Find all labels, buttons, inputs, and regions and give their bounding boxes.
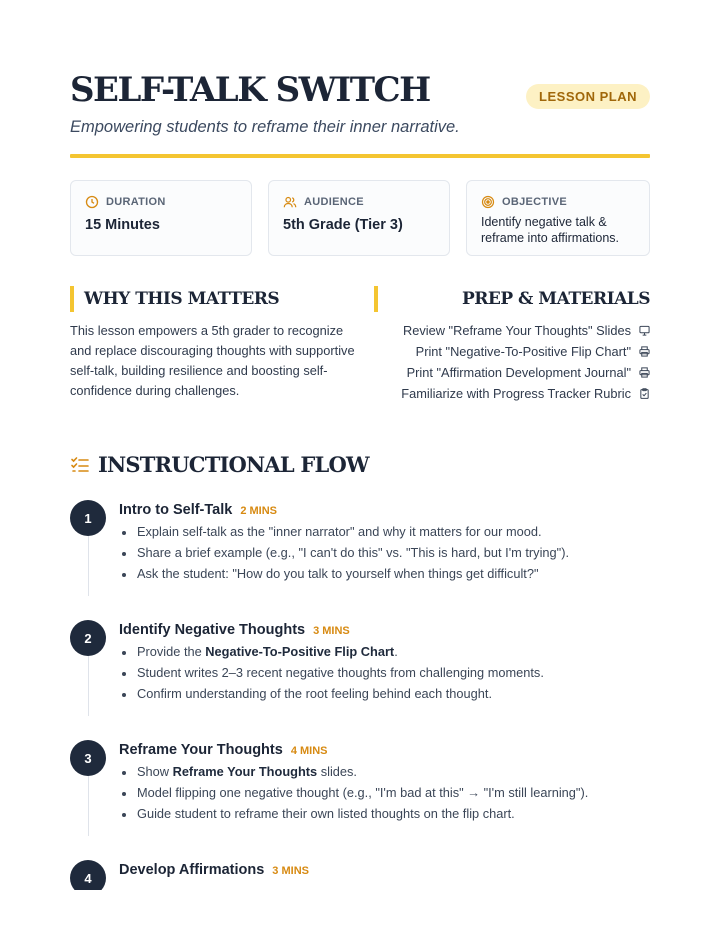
why-heading-text: WHY THIS MATTERS (84, 289, 280, 309)
bullet-text: . (394, 644, 398, 659)
objective-card (466, 180, 650, 256)
bullet-text: Provide the (137, 644, 206, 659)
prep-item (401, 362, 650, 383)
bullet-text: Share a brief example (e.g., "I can't do this" vs. "This is hard, but I'm trying"). (137, 545, 570, 560)
page-title: SELF-TALK SWITCH (70, 70, 430, 110)
bullet-text: Ask the student: "How do you talk to yourself when things get difficult?" (137, 566, 539, 581)
prep-item-text: Print "Negative-To-Positive Flip Chart" (415, 344, 631, 359)
why-text: This lesson empowers a 5th grader to recognize and replace discouraging thoughts with supportive self-talk, building resilience and boosting self-confidence during challenges. (70, 323, 355, 398)
printer-icon (639, 367, 650, 378)
duration-value: 15 Minutes (85, 217, 160, 233)
audience-value: 5th Grade (Tier 3) (283, 217, 403, 233)
audience-label: AUDIENCE (304, 196, 364, 208)
step-connector (88, 536, 89, 596)
step-title-text: Reframe Your Thoughts (119, 742, 283, 758)
prep-heading-text: PREP & MATERIALS (461, 289, 650, 309)
prep-item (401, 341, 650, 362)
list-item (119, 764, 588, 785)
step-title (119, 742, 328, 758)
printer-icon (639, 346, 650, 357)
step-bullets (119, 764, 588, 827)
list-item (119, 785, 588, 806)
step-number: 4 (70, 860, 106, 890)
flow-heading-text: INSTRUCTIONAL FLOW (98, 452, 369, 477)
prep-item (401, 320, 650, 341)
clipboard-icon (639, 388, 650, 399)
step-number: 2 (70, 620, 106, 656)
users-icon (283, 195, 297, 209)
checklist-icon (70, 455, 90, 475)
prep-item-text: Familiarize with Progress Tracker Rubric (401, 386, 631, 401)
target-icon (481, 195, 495, 209)
why-accent-bar (70, 286, 74, 312)
step-number: 3 (70, 740, 106, 776)
audience-card (268, 180, 450, 256)
objective-label: OBJECTIVE (502, 196, 568, 208)
step-title-text: Develop Affirmations (119, 862, 265, 878)
step-connector (88, 776, 89, 836)
clock-icon (85, 195, 99, 209)
flow-heading (70, 452, 369, 477)
step-duration: 2 MINS (240, 505, 278, 517)
list-item (119, 644, 544, 665)
bullet-text: Model flipping one negative thought (e.g., "I'm bad at this" → "I'm still learning"). (137, 785, 589, 800)
header-divider (70, 154, 650, 158)
bullet-text: Guide student to reframe their own listed thoughts on the flip chart. (137, 806, 515, 821)
step-bullets (119, 644, 544, 707)
step-bullets (119, 524, 569, 587)
lesson-plan-badge: LESSON PLAN (526, 84, 650, 109)
bullet-text: Student writes 2–3 recent negative thoughts from challenging moments. (137, 665, 544, 680)
page-subtitle: Empowering students to reframe their inner narrative. (70, 118, 460, 136)
prep-heading (374, 286, 650, 312)
duration-card (70, 180, 252, 256)
step-title-text: Identify Negative Thoughts (119, 622, 306, 638)
prep-item-text: Review "Reframe Your Thoughts" Slides (403, 323, 631, 338)
why-heading (70, 286, 330, 312)
list-item (119, 686, 544, 707)
list-item (119, 545, 569, 566)
prep-accent-bar (374, 286, 378, 312)
step-title (119, 622, 350, 638)
flow-step-4 (70, 860, 650, 890)
prep-item-text: Print "Affirmation Development Journal" (406, 365, 631, 380)
bullet-text: slides. (317, 764, 357, 779)
list-item (119, 524, 569, 545)
list-item (119, 566, 569, 587)
monitor-icon (639, 325, 650, 336)
prep-item (401, 383, 650, 404)
step-number: 1 (70, 500, 106, 536)
step-duration: 4 MINS (290, 745, 328, 757)
bullet-emphasis: Reframe Your Thoughts (172, 764, 318, 779)
step-title (119, 502, 277, 518)
duration-label: DURATION (106, 196, 166, 208)
step-title-text: Intro to Self-Talk (119, 502, 233, 518)
step-connector (88, 656, 89, 716)
step-title (119, 862, 309, 878)
bullet-text: Show (137, 764, 173, 779)
step-duration: 3 MINS (313, 625, 350, 637)
bullet-text: Explain self-talk as the "inner narrator" and why it matters for our mood. (137, 524, 542, 539)
step-duration: 3 MINS (272, 865, 309, 877)
objective-value: Identify negative talk & reframe into affirmations. (481, 215, 620, 245)
list-item (119, 806, 588, 827)
bullet-text: Confirm understanding of the root feeling behind each thought. (137, 686, 493, 701)
prep-list (401, 320, 650, 404)
list-item (119, 665, 544, 686)
bullet-emphasis: Negative-To-Positive Flip Chart (205, 644, 395, 659)
